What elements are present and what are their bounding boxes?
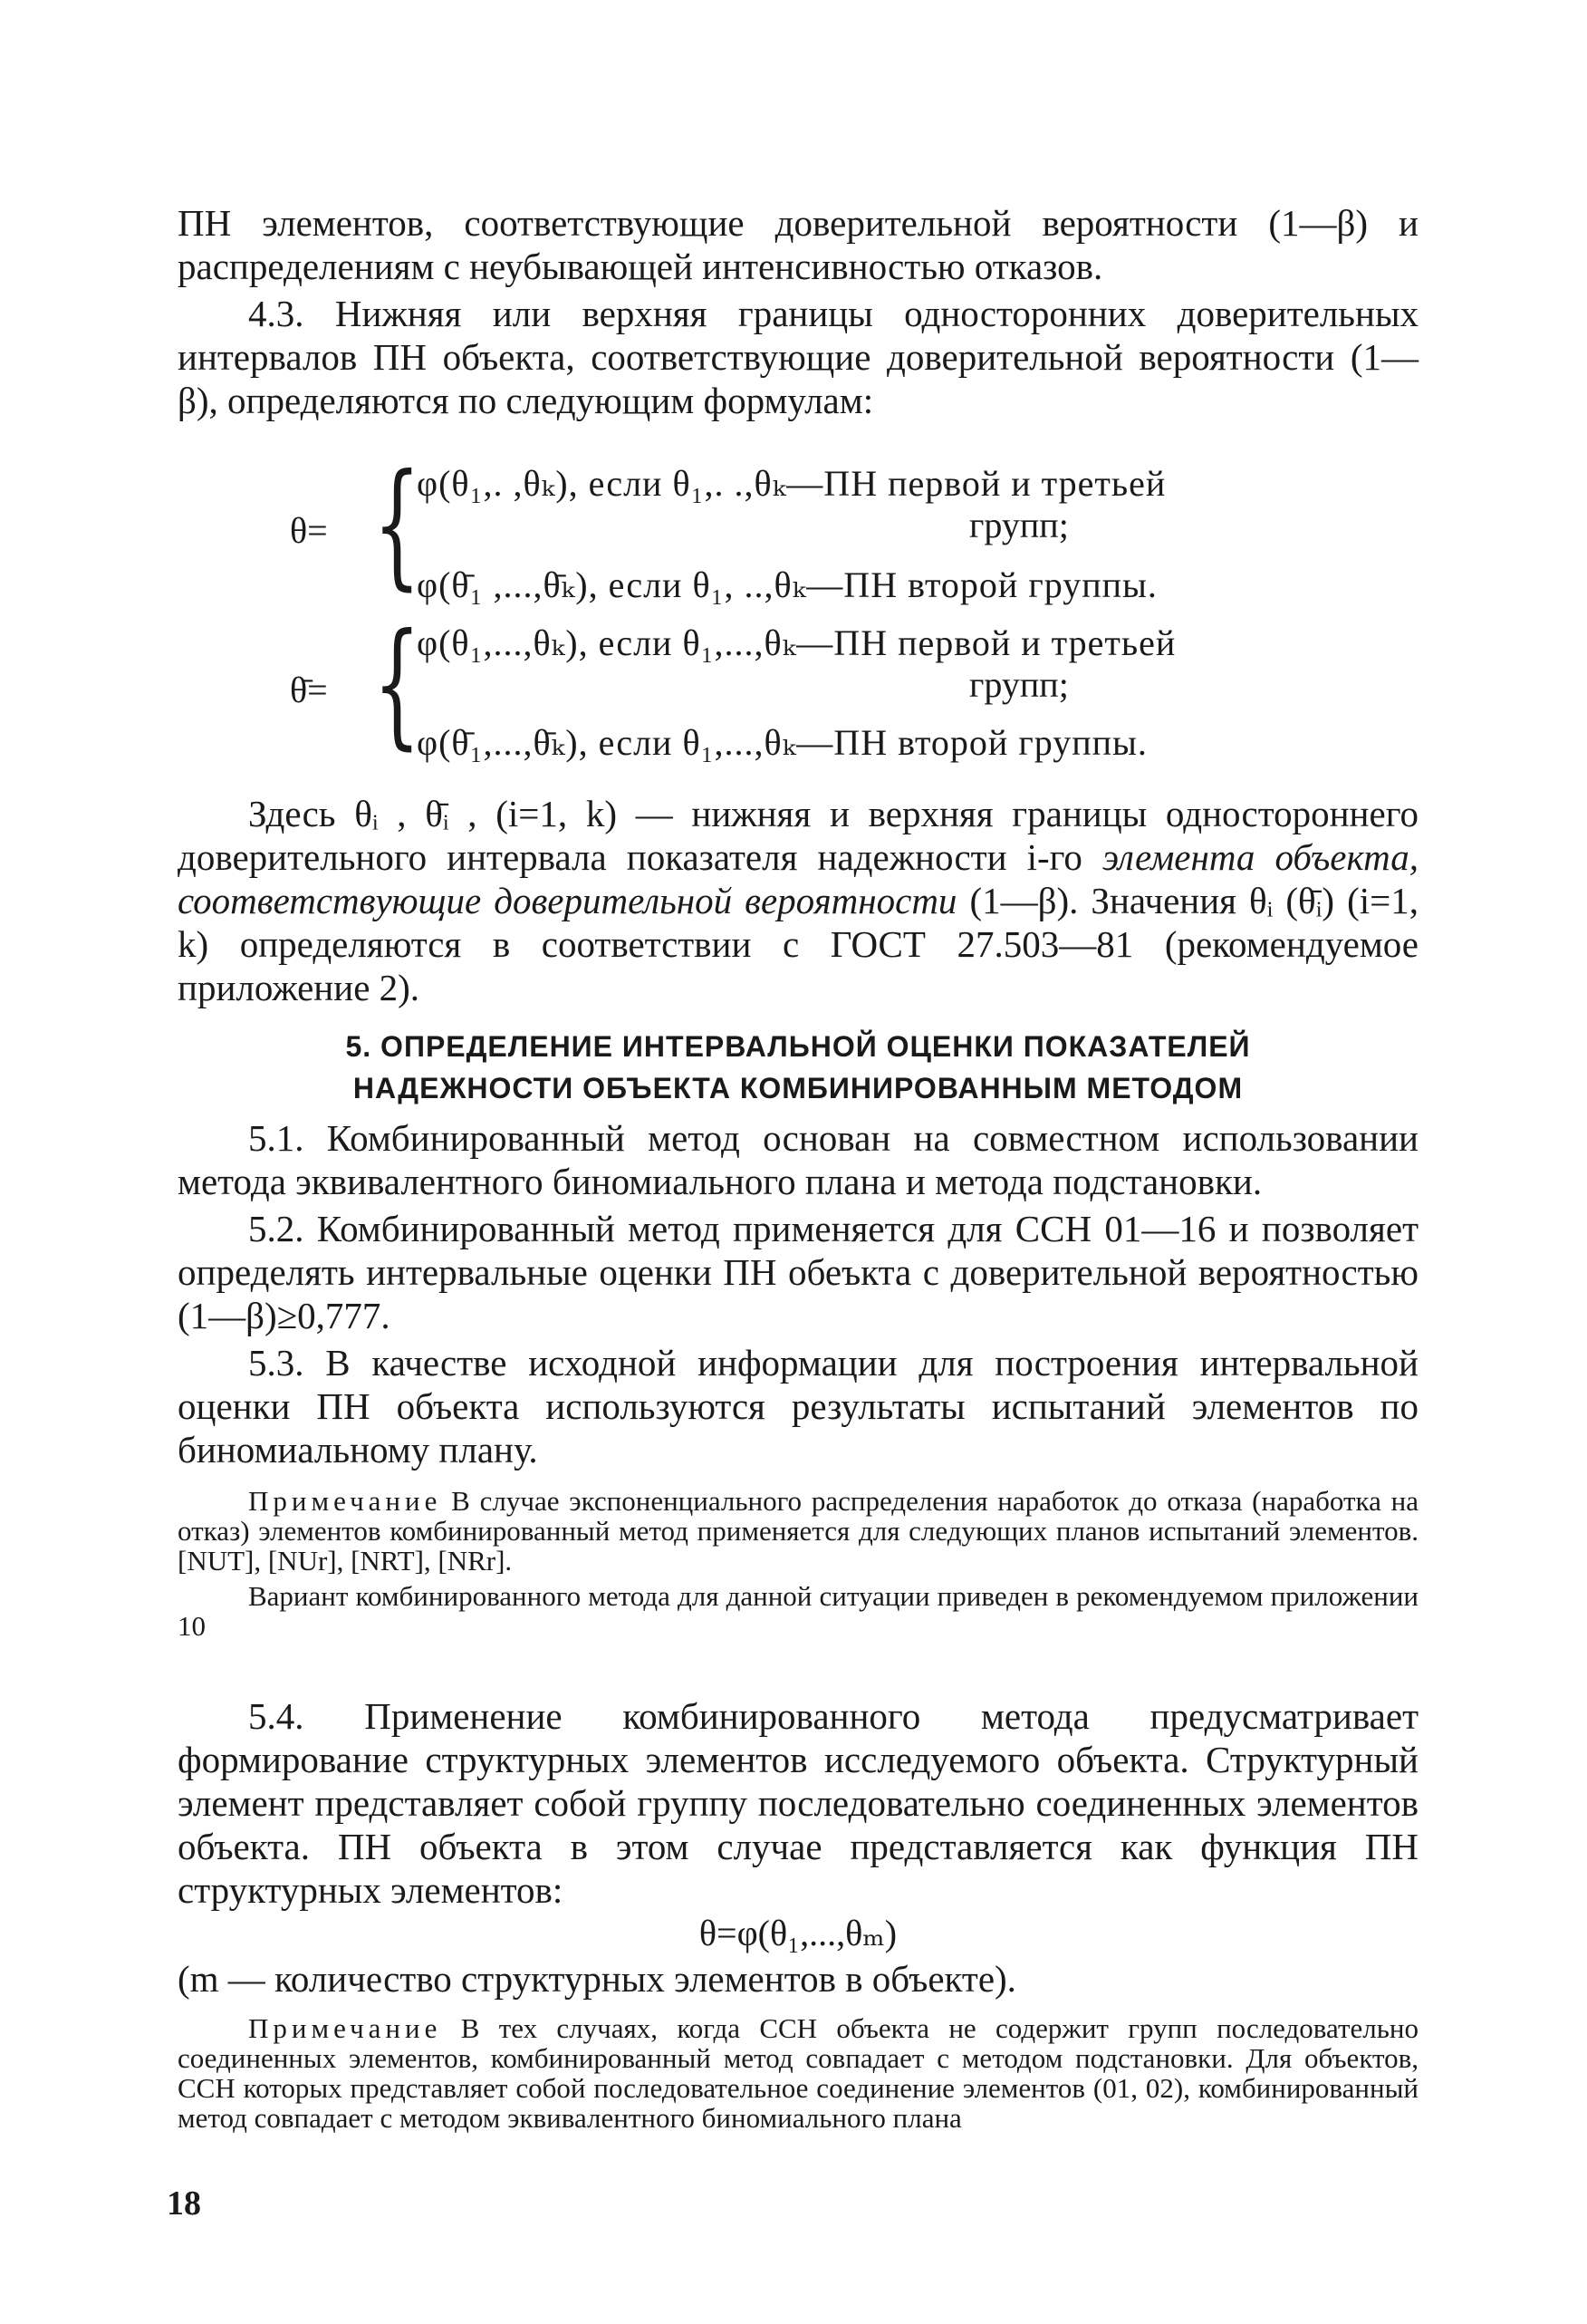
formula-upper-case1: φ(θ₁,...,θₖ), если θ₁,...,θₖ—ПН первой и третьей (417, 622, 1177, 663)
note-2-text: В тех случаях, когда ССН объекта не содержит групп последовательно соединенных элементов, комбинированный метод совпадает с методом подстановки. Для объектов, ССН которых представляет собой последовательное соединение элементов (01, 02), комбинированный метод совпадает с методом эквивалентного биномиального плана (178, 2012, 1419, 2134)
paragraph-5-4-block (178, 1694, 1419, 1912)
formula-upper-brace: { (373, 605, 421, 763)
here-text-block (178, 792, 1419, 1009)
paragraph-continuation: ПН элементов, соответствующие доверительной вероятности (1—β) и распределениям с неубывающей интенсивностью отказов. (178, 202, 1419, 287)
page-number: 18 (167, 2184, 201, 2223)
formula-lower-case1-cont: групп; (969, 505, 1069, 545)
note-2-block (178, 2013, 1419, 2133)
paragraph-m: (m — количество структурных элементов в объекте). (178, 1958, 1016, 2000)
paragraph-here-italic: элемента объекта, соответствующие доверительной вероятности (178, 836, 1419, 921)
paragraph-m-block (178, 1957, 1419, 2001)
section-5-heading-line2: НАДЕЖНОСТИ ОБЪЕКТА КОМБИНИРОВАННЫМ МЕТОДОМ (352, 1072, 1244, 1104)
formula-upper-lhs: θ̄= (290, 670, 328, 710)
section-5-heading (178, 1026, 1419, 1109)
paragraph-5-1: 5.1. Комбинированный метод основан на совместном использовании метода эквивалентного биномиального плана и метода подстановки. (178, 1117, 1419, 1202)
paragraph-here-part1: Здесь θᵢ , θ̄ᵢ , (i=1, k) — нижняя и верхняя границы одностороннего доверительного интервала показателя надежности i-го (178, 793, 1419, 878)
paragraph-5-2: 5.2. Комбинированный метод применяется для ССН 01—16 и позволяет определять интервальные оценки ПН обеъкта с доверительной вероятностью (1—β)≥0,777. (178, 1208, 1419, 1336)
note-2 (178, 2013, 1419, 2133)
formula-upper-bound (290, 605, 1377, 767)
note-1-lead: Примечание (248, 1485, 442, 1517)
formula-struct: θ=φ(θ₁,...,θₘ) (698, 1913, 898, 1953)
note-1-variant: Вариант комбинированного метода для данной ситуации приведен в рекомендуемом приложении 10 (178, 1580, 1419, 1642)
note-1-text: В случае экспоненциального распределения наработок до отказа (наработка на отказ) элементов комбинированный метод применяется для следующих планов испытаний элементов. [NUT], [NUr], [NRT], [NRr]. (178, 1485, 1419, 1577)
formula-upper-case2: φ(θ̄₁,...,θ̄ₖ), если θ₁,...,θₖ—ПН второй группы. (417, 722, 1148, 763)
paragraph-here (178, 792, 1419, 1009)
top-text-block (178, 201, 1419, 422)
section-5-text-block (178, 1116, 1419, 1471)
paragraph-5-3: 5.3. В качестве исходной информации для построения интервальной оценки ПН объекта используются результаты испытаний элементов по биномиальному плану. (178, 1342, 1419, 1471)
formula-lower-brace: { (373, 446, 421, 603)
section-5-heading-line1: 5. ОПРЕДЕЛЕНИЕ ИНТЕРВАЛЬНОЙ ОЦЕНКИ ПОКАЗАТЕЛЕЙ (345, 1030, 1251, 1063)
formula-lower-case2: φ(θ̄₁ ,...,θ̄ₖ), если θ₁, ..,θₖ—ПН второй группы. (417, 564, 1158, 605)
note-1 (178, 1486, 1419, 1576)
formula-lower-lhs: θ= (290, 510, 328, 551)
note-2-lead: Примечание (248, 2012, 442, 2044)
paragraph-5-4: 5.4. Применение комбинированного метода предусматривает формирование структурных элементов исследуемого объекта. Структурный элемент представляет собой группу последовательно соединенных элементов объекта. ПН объекта в этом случае представляется как функция ПН структурных элементов: (178, 1695, 1419, 1911)
formula-lower-case1: φ(θ₁,. ,θₖ), если θ₁,. .,θₖ—ПН первой и третьей (417, 463, 1167, 504)
paragraph-here-part2: (1—β). Значения θᵢ (θ̄ᵢ) (i=1, k) определяются в соответствии с ГОСТ 27.503—81 (рекомендуемое приложение 2). (178, 880, 1419, 1008)
paragraph-4-3: 4.3. Нижняя или верхняя границы односторонних доверительных интервалов ПН объекта, соответствующие доверительной вероятности (1—β), определяются по следующим формулам: (178, 293, 1419, 421)
formula-upper-case1-cont: групп; (969, 664, 1069, 705)
formula-lower-bound (290, 446, 1377, 607)
note-1-block (178, 1486, 1419, 1641)
